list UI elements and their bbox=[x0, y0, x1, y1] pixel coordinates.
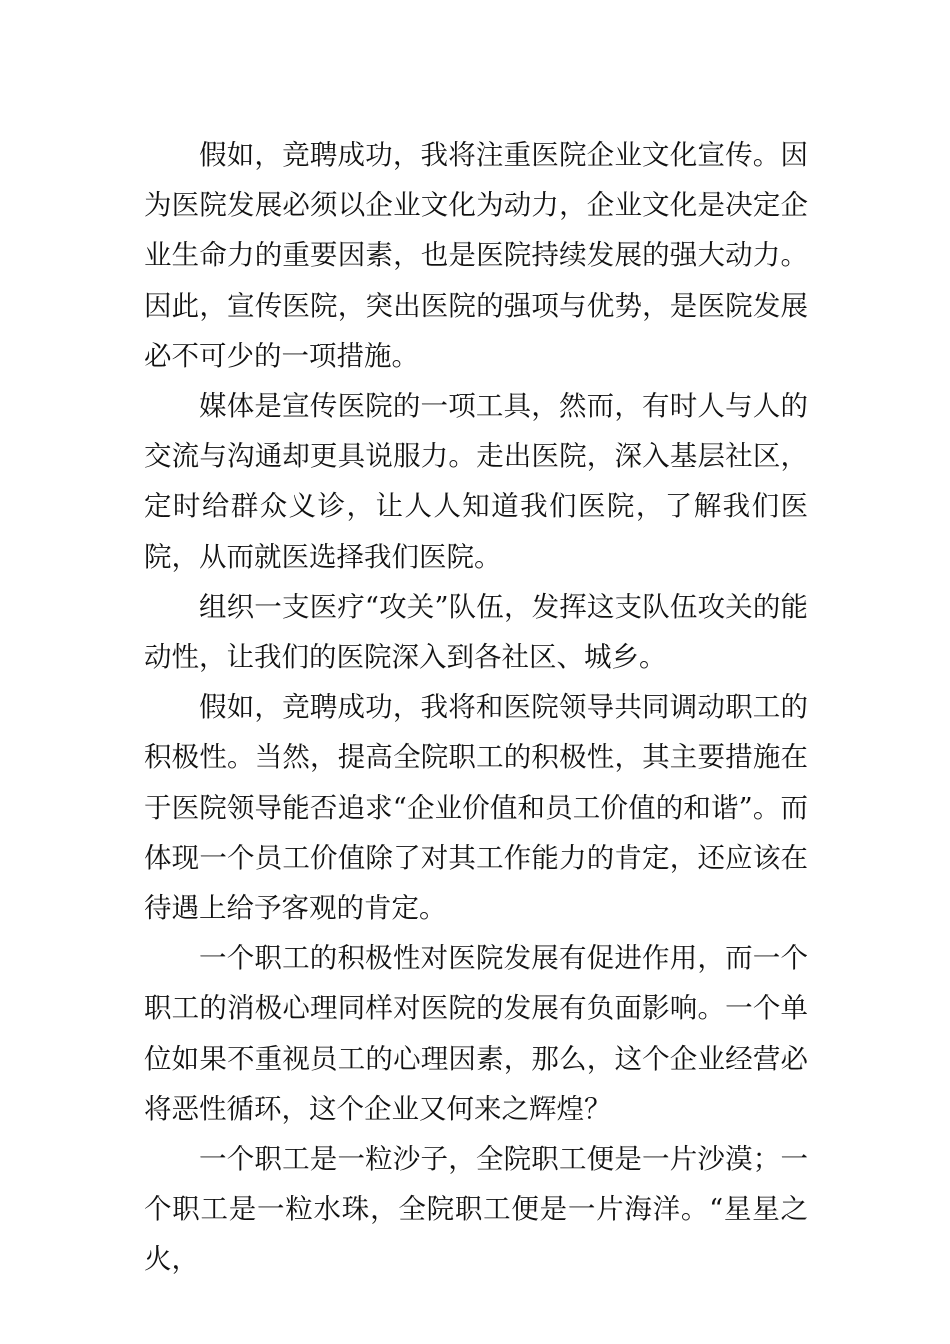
paragraph-6: 一个职工是一粒沙子，全院职工便是一片沙漠；一个职工是一粒水珠，全院职工便是一片海洋。“星星之火， bbox=[144, 1143, 808, 1276]
document-body bbox=[144, 130, 808, 1285]
paragraph-2: 媒体是宣传医院的一项工具，然而，有时人与人的交流与沟通却更具说服力。走出医院，深入基层社区，定时给群众义诊，让人人知道我们医院，了解我们医院，从而就医选择我们医院。 bbox=[144, 390, 808, 573]
paragraph-5: 一个职工的积极性对医院发展有促进作用，而一个职工的消极心理同样对医院的发展有负面影响。一个单位如果不重视员工的心理因素，那么，这个企业经营必将恶性循环，这个企业又何来之辉煌？ bbox=[144, 942, 808, 1125]
paragraph-1: 假如，竞聘成功，我将注重医院企业文化宣传。因为医院发展必须以企业文化为动力，企业文化是决定企业生命力的重要因素，也是医院持续发展的强大动力。因此，宣传医院，突出医院的强项与优势，是医院发展必不可少的一项措施。 bbox=[144, 139, 808, 372]
paragraph-4: 假如，竞聘成功，我将和医院领导共同调动职工的积极性。当然，提高全院职工的积极性，其主要措施在于医院领导能否追求“企业价值和员工价值的和谐”。而体现一个员工价值除了对其工作能力的肯定，还应该在待遇上给予客观的肯定。 bbox=[144, 691, 808, 925]
paragraph-3: 组织一支医疗“攻关”队伍，发挥这支队伍攻关的能动性，让我们的医院深入到各社区、城乡。 bbox=[144, 590, 808, 674]
